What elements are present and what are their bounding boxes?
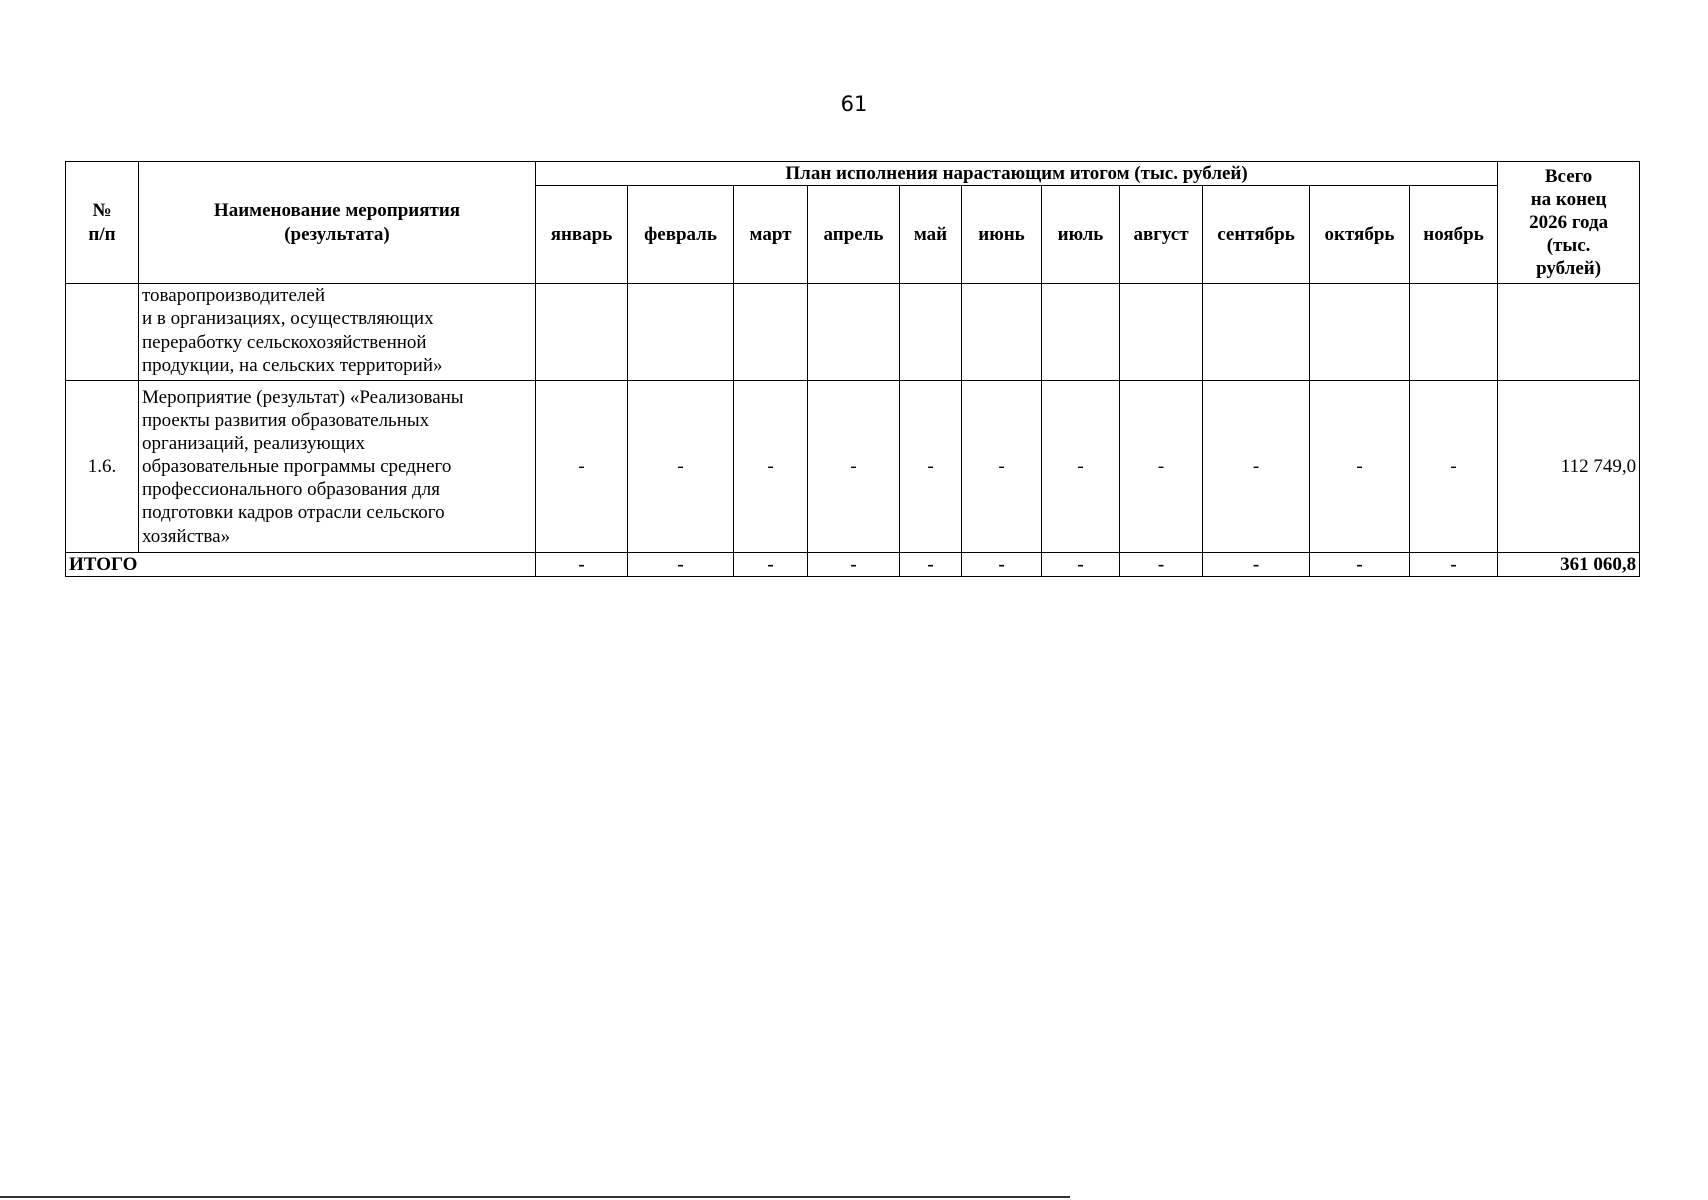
- page-bottom-rule: [0, 1196, 1070, 1198]
- row-value: [1410, 284, 1498, 381]
- row-value: -: [1410, 381, 1498, 553]
- row-value: -: [808, 381, 900, 553]
- header-month: август: [1120, 186, 1203, 284]
- row-value: -: [1042, 381, 1120, 553]
- row-value: -: [628, 381, 734, 553]
- row-number: 1.6.: [66, 381, 139, 553]
- header-total: Всего на конец 2026 года (тыс. рублей): [1498, 162, 1640, 284]
- row-name: товаропроизводителей и в организациях, осуществляющих переработку сельскохозяйственной продукции, на сельских территорий»: [139, 284, 536, 381]
- total-label: ИТОГО: [66, 553, 536, 577]
- header-month: март: [734, 186, 808, 284]
- table-row: [66, 381, 1640, 553]
- row-number: [66, 284, 139, 381]
- row-value: -: [962, 381, 1042, 553]
- row-total: [1498, 284, 1640, 381]
- header-plan-group: План исполнения нарастающим итогом (тыс. рублей): [536, 162, 1498, 186]
- row-value: [1310, 284, 1410, 381]
- row-value: [536, 284, 628, 381]
- row-value: [900, 284, 962, 381]
- row-value: [628, 284, 734, 381]
- plan-table: [65, 161, 1640, 577]
- row-total: 112 749,0: [1498, 381, 1640, 553]
- row-value: -: [734, 381, 808, 553]
- total-value: -: [1042, 553, 1120, 577]
- total-value: -: [962, 553, 1042, 577]
- row-value: [734, 284, 808, 381]
- row-value: -: [536, 381, 628, 553]
- header-month: январь: [536, 186, 628, 284]
- total-value: -: [536, 553, 628, 577]
- total-row: [66, 553, 1640, 577]
- table-row: [66, 284, 1640, 381]
- header-month: ноябрь: [1410, 186, 1498, 284]
- grand-total: 361 060,8: [1498, 553, 1640, 577]
- total-value: -: [1120, 553, 1203, 577]
- header-month: июль: [1042, 186, 1120, 284]
- row-value: -: [900, 381, 962, 553]
- total-value: -: [734, 553, 808, 577]
- row-value: [1042, 284, 1120, 381]
- total-value: -: [808, 553, 900, 577]
- total-value: -: [900, 553, 962, 577]
- header-month: май: [900, 186, 962, 284]
- header-month: февраль: [628, 186, 734, 284]
- page-number: 61: [840, 92, 868, 116]
- header-month: октябрь: [1310, 186, 1410, 284]
- row-value: [808, 284, 900, 381]
- total-value: -: [1203, 553, 1310, 577]
- total-value: -: [628, 553, 734, 577]
- row-value: -: [1203, 381, 1310, 553]
- header-num: № п/п: [66, 162, 139, 284]
- row-value: [1203, 284, 1310, 381]
- row-value: -: [1310, 381, 1410, 553]
- header-month: июнь: [962, 186, 1042, 284]
- row-value: [962, 284, 1042, 381]
- total-value: -: [1310, 553, 1410, 577]
- row-name: Мероприятие (результат) «Реализованы проекты развития образовательных организаций, реализующих образовательные программы среднего профессионального образования для подготовки кадров отрасли сельского хозяйства»: [139, 381, 536, 553]
- header-name: Наименование мероприятия (результата): [139, 162, 536, 284]
- row-value: [1120, 284, 1203, 381]
- header-month: апрель: [808, 186, 900, 284]
- header-month: сентябрь: [1203, 186, 1310, 284]
- row-value: -: [1120, 381, 1203, 553]
- total-value: -: [1410, 553, 1498, 577]
